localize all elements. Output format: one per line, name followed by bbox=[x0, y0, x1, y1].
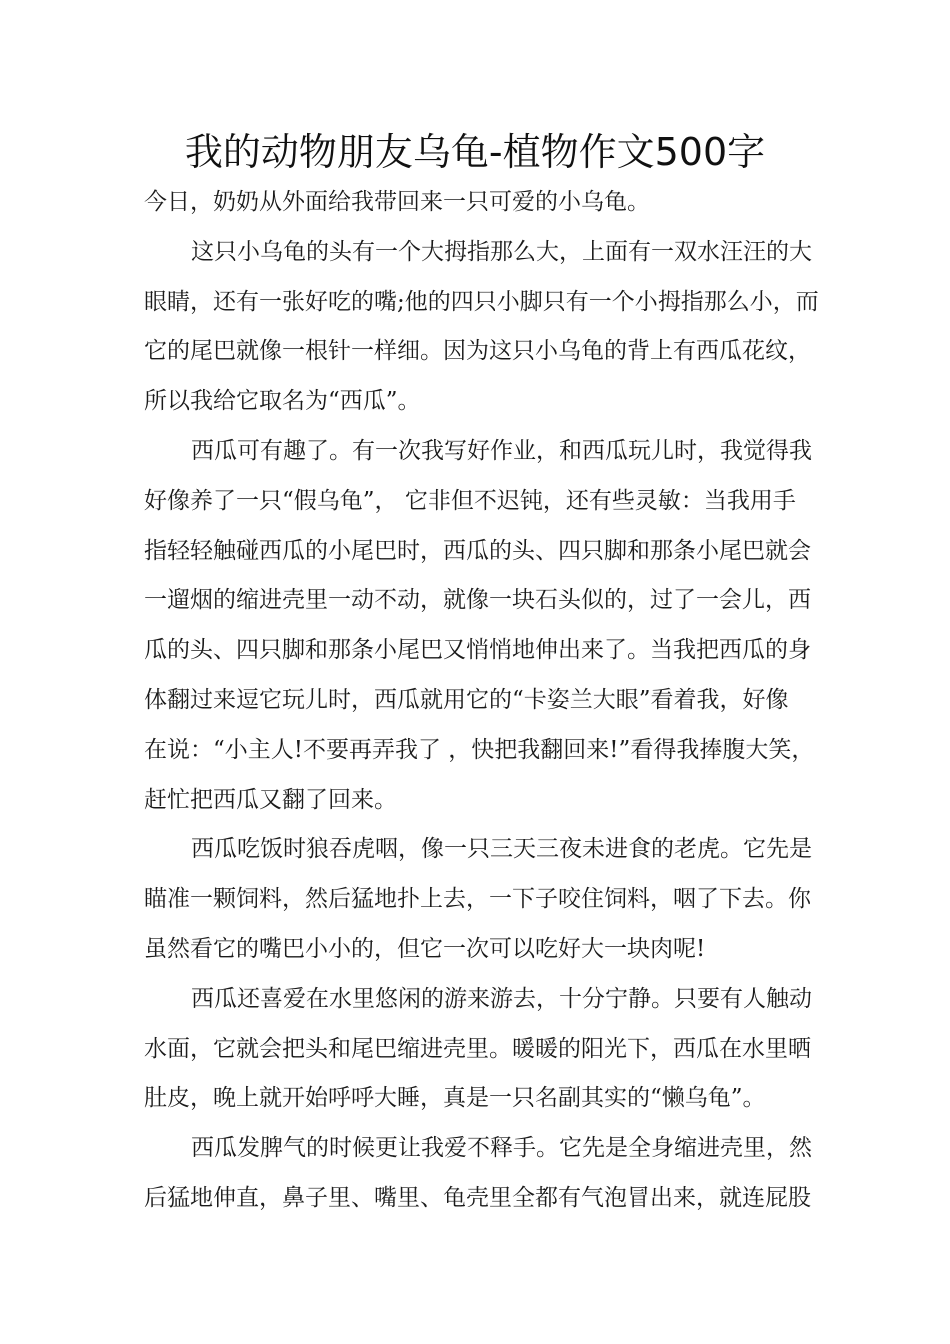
essay-line: 指轻轻触碰西瓜的小尾巴时，西瓜的头、四只脚和那条小尾巴就会 bbox=[144, 537, 811, 564]
essay-line: 瓜的头、四只脚和那条小尾巴又悄悄地伸出来了。当我把西瓜的身 bbox=[144, 637, 811, 664]
essay-line: 水面，它就会把头和尾巴缩进壳里。暖暖的阳光下，西瓜在水里晒 bbox=[144, 1035, 811, 1062]
essay-line: 瞄准一颗饲料，然后猛地扑上去，一下子咬住饲料，咽了下去。你 bbox=[144, 886, 811, 913]
document-title: 我的动物朋友乌龟-植物作文500字 bbox=[184, 130, 766, 174]
essay-line: 赶忙把西瓜又翻了回来。 bbox=[144, 786, 397, 813]
essay-line: 所以我给它取名为“西瓜”。 bbox=[144, 388, 421, 415]
essay-line: 这只小乌龟的头有一个大拇指那么大，上面有一双水汪汪的大 bbox=[191, 238, 812, 265]
essay-line: 今日，奶奶从外面给我带回来一只可爱的小乌龟。 bbox=[144, 189, 650, 215]
essay-line: 它的尾巴就像一根针一样细。因为这只小乌龟的背上有西瓜花纹， bbox=[144, 338, 811, 365]
essay-line: 体翻过来逗它玩儿时，西瓜就用它的“卡姿兰大眼”看着我，好像 bbox=[144, 686, 789, 713]
essay-line: 一遛烟的缩进壳里一动不动，就像一块石头似的，过了一会儿，西 bbox=[144, 587, 811, 614]
essay-line: 西瓜可有趣了。有一次我写好作业，和西瓜玩儿时，我觉得我 bbox=[191, 437, 812, 464]
essay-line: 眼睛，还有一张好吃的嘴;他的四只小脚只有一个小拇指那么小，而 bbox=[144, 288, 819, 315]
essay-line: 在说：“小主人!不要再弄我了 ，快把我翻回来!”看得我捧腹大笑， bbox=[144, 736, 815, 763]
essay-line: 西瓜吃饭时狼吞虎咽，像一只三天三夜未进食的老虎。它先是 bbox=[191, 836, 812, 863]
essay-line: 好像养了一只“假乌龟”， 它非但不迟钝，还有些灵敏：当我用手 bbox=[144, 487, 796, 514]
essay-body bbox=[144, 178, 824, 1224]
essay-line: 虽然看它的嘴巴小小的，但它一次可以吃好大一块肉呢! bbox=[144, 935, 706, 962]
essay-line: 后猛地伸直，鼻子里、嘴里、龟壳里全都有气泡冒出来，就连屁股 bbox=[144, 1184, 811, 1211]
essay-line: 西瓜发脾气的时候更让我爱不释手。它先是全身缩进壳里，然 bbox=[191, 1135, 812, 1162]
essay-line: 西瓜还喜爱在水里悠闲的游来游去，十分宁静。只要有人触动 bbox=[191, 985, 812, 1012]
essay-line: 肚皮，晚上就开始呼呼大睡，真是一只名副其实的“懒乌龟”。 bbox=[144, 1085, 766, 1112]
